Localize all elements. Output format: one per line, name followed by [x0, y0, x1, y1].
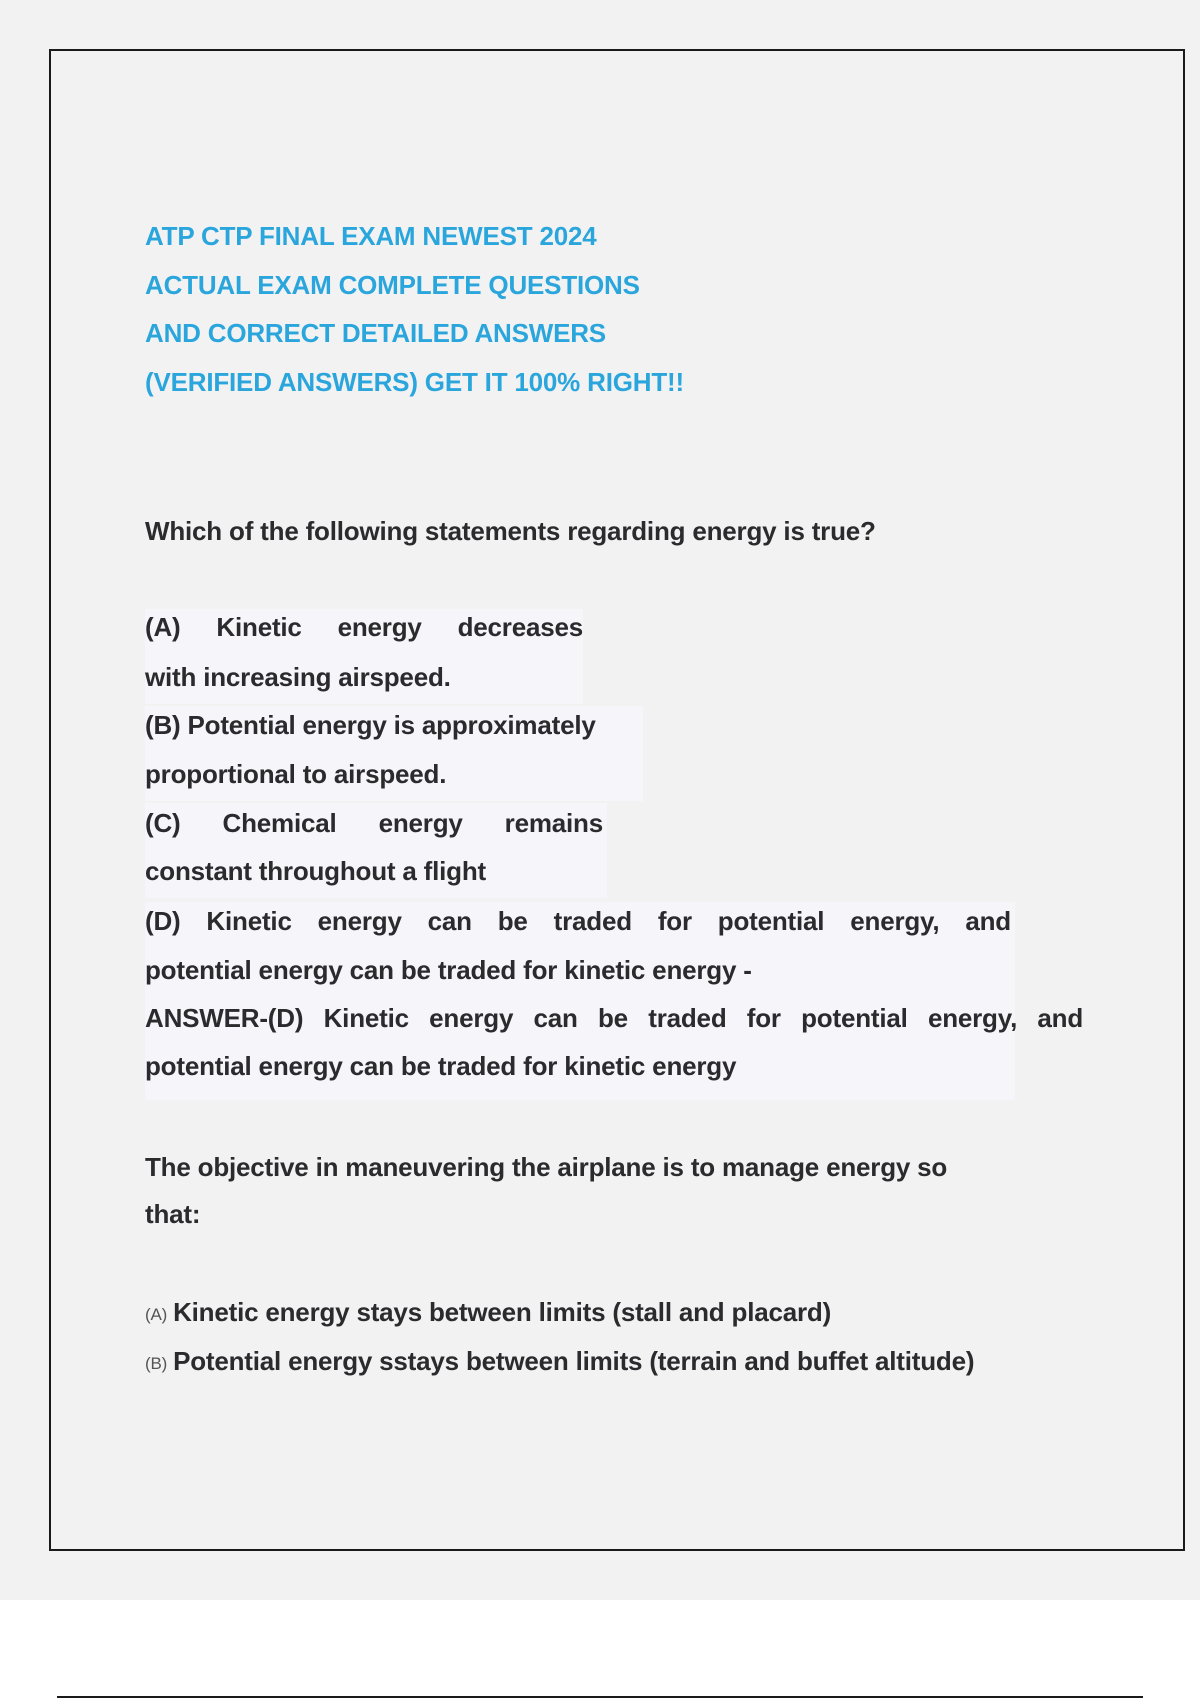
option-a-line-2: with increasing airspeed. — [145, 662, 451, 692]
q2-option-a-label: (A) — [145, 1305, 168, 1324]
answer-line-1: ANSWER-(D) Kinetic energy can be traded for potential energy, and — [145, 1003, 1083, 1033]
bottom-rule — [57, 1696, 1143, 1698]
q2-option-b-text: Potential energy sstays between limits (terrain and buffet altitude) — [173, 1346, 975, 1376]
q2-option-b — [145, 1346, 974, 1377]
option-d-line-2: potential energy can be traded for kinetic energy - — [145, 955, 752, 985]
option-c-line-2: constant throughout a flight — [145, 856, 487, 886]
answer-line-2: potential energy can be traded for kinetic energy — [145, 1051, 737, 1081]
title-line-1: ATP CTP FINAL EXAM NEWEST 2024 — [145, 221, 597, 251]
q2-option-a-text: Kinetic energy stays between limits (stall and placard) — [173, 1297, 832, 1327]
question-1: Which of the following statements regarding energy is true? — [145, 516, 876, 546]
option-b-line-2: proportional to airspeed. — [145, 759, 447, 789]
title-line-4: (VERIFIED ANSWERS) GET IT 100% RIGHT!! — [145, 367, 684, 397]
title-line-2: ACTUAL EXAM COMPLETE QUESTIONS — [145, 270, 640, 300]
q2-option-b-label: (B) — [145, 1354, 168, 1373]
q2-option-a — [145, 1297, 831, 1328]
option-c-line-1: (C) Chemical energy remains — [145, 808, 603, 838]
option-d-line-1: (D) Kinetic energy can be traded for potential energy, and — [145, 906, 1011, 936]
question-2-line-1: The objective in maneuvering the airplane is to manage energy so — [145, 1152, 948, 1182]
title-line-3: AND CORRECT DETAILED ANSWERS — [145, 318, 606, 348]
question-2-line-2: that: — [145, 1199, 201, 1229]
option-b-line-1: (B) Potential energy is approximately — [145, 710, 596, 740]
option-a-line-1: (A) Kinetic energy decreases — [145, 612, 583, 642]
